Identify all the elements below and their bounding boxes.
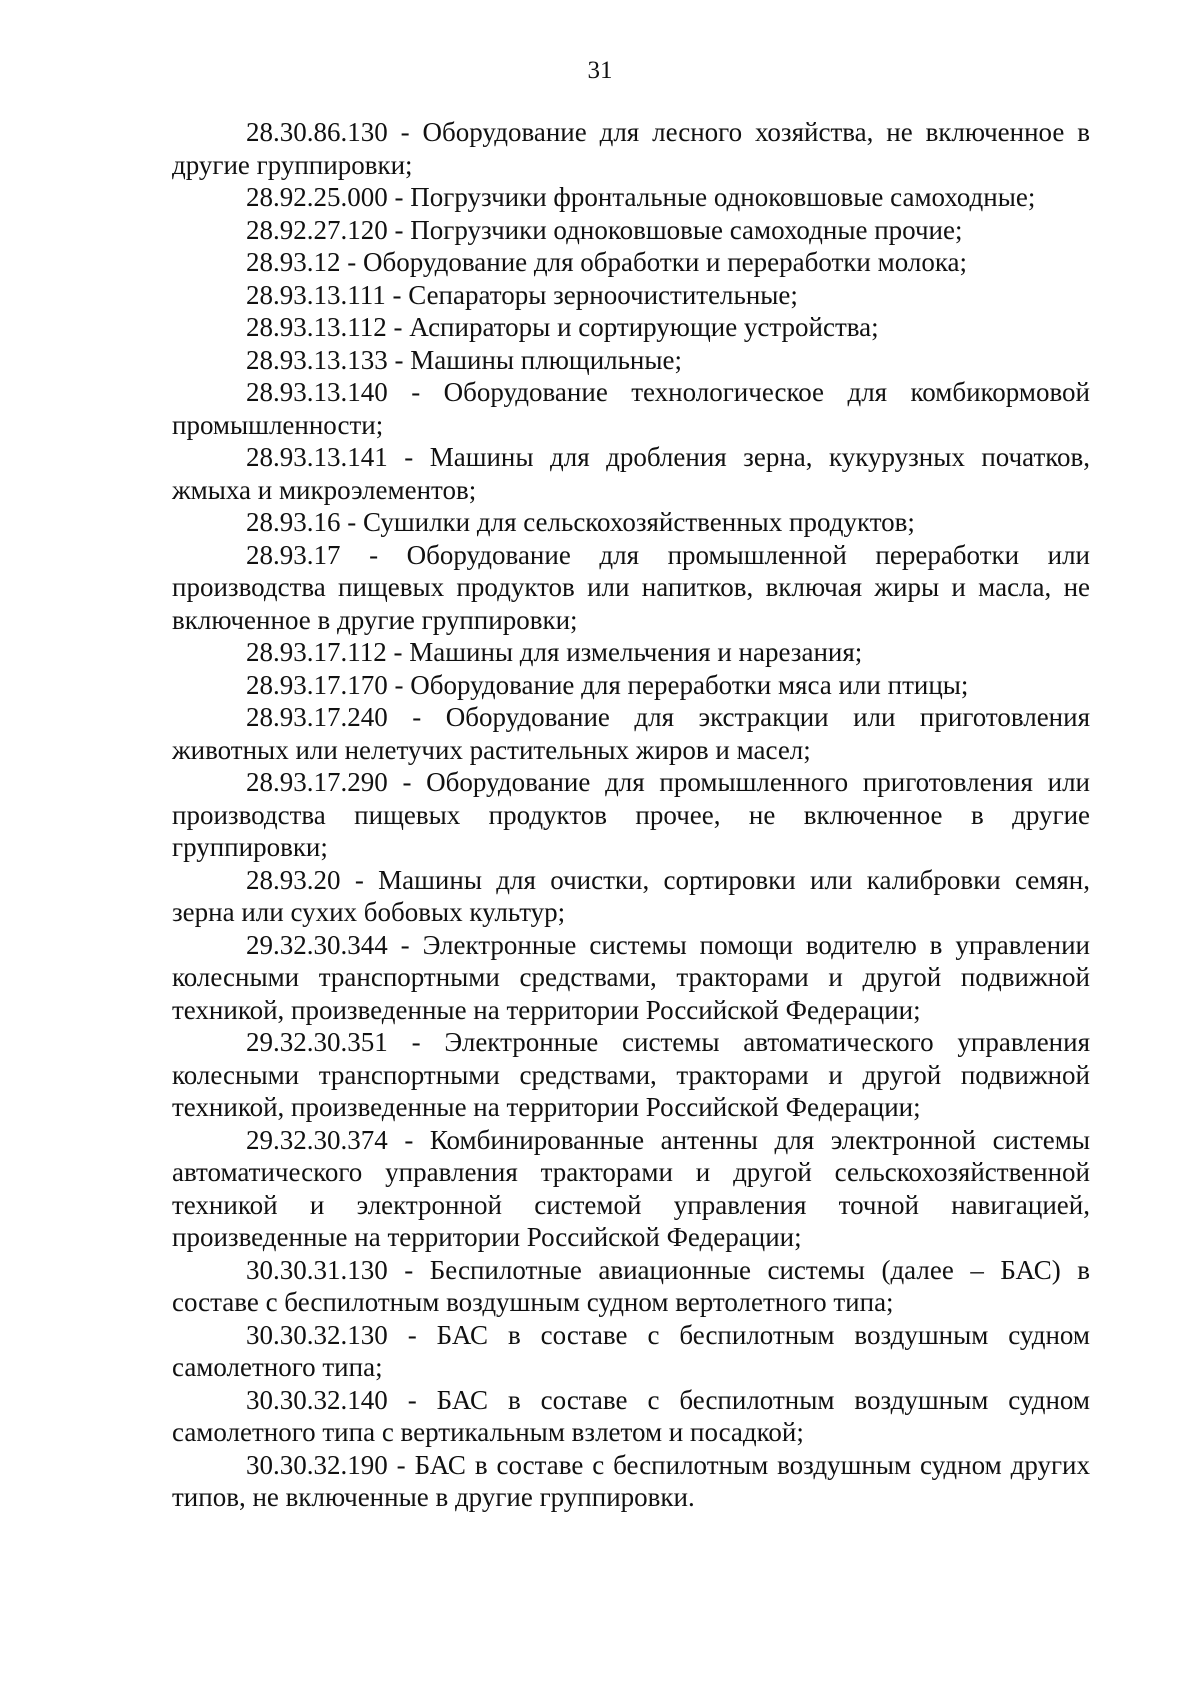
list-item: 28.93.12 - Оборудование для обработки и переработки молока; bbox=[246, 247, 968, 277]
list-item: 30.30.32.190 - БАС в составе с беспилотным воздушным судном других типов, не включенные в другие группировки. bbox=[172, 1449, 1090, 1512]
list-item: 28.93.13.141 - Машины для дробления зерна, кукурузных початков, жмыха и микроэлементов; bbox=[172, 442, 1090, 505]
list-item: 28.93.20 - Машины для очистки, сортировки или калибровки семян, зерна или сухих бобовых культур; bbox=[172, 864, 1090, 927]
list-item: 30.30.32.130 - БАС в составе с беспилотным воздушным судном самолетного типа; bbox=[172, 1319, 1090, 1382]
list-item: 28.93.13.112 - Аспираторы и сортирующие устройства; bbox=[246, 312, 879, 342]
page-number: 31 bbox=[587, 57, 613, 84]
list-item: 28.93.13.140 - Оборудование технологическое для комбикормовой промышленности; bbox=[172, 377, 1090, 440]
list-item: 30.30.31.130 - Беспилотные авиационные системы (далее – БАС) в составе с беспилотным воздушным судном вертолетного типа; bbox=[172, 1254, 1090, 1317]
list-item: 28.93.17.240 - Оборудование для экстракции или приготовления животных или нелетучих растительных жиров и масел; bbox=[172, 702, 1090, 765]
list-item: 28.93.17.170 - Оборудование для переработки мяса или птицы; bbox=[246, 669, 969, 700]
list-item: 28.93.17 - Оборудование для промышленной переработки или производства пищевых продуктов или напитков, включая жиры и масла, не включенное в другие группировки; bbox=[172, 539, 1090, 635]
list-item: 28.30.86.130 - Оборудование для лесного хозяйства, не включенное в другие группировки; bbox=[172, 117, 1090, 180]
list-item: 28.93.13.133 - Машины плющильные; bbox=[246, 344, 683, 375]
list-item: 28.93.17.112 - Машины для измельчения и нарезания; bbox=[246, 637, 863, 667]
list-item: 28.93.17.290 - Оборудование для промышленного приготовления или производства пищевых продуктов прочее, не включенное в другие группировки; bbox=[172, 767, 1090, 862]
list-item: 29.32.30.344 - Электронные системы помощи водителю в управлении колесными транспортными средствами, тракторами и другой подвижной техникой, произведенные на территории Российской Федерации; bbox=[172, 929, 1090, 1025]
list-item: 28.92.27.120 - Погрузчики одноковшовые самоходные прочие; bbox=[246, 214, 963, 245]
list-item: 30.30.32.140 - БАС в составе с беспилотным воздушным судном самолетного типа с вертикальным взлетом и посадкой; bbox=[172, 1384, 1090, 1447]
list-item: 28.93.16 - Сушилки для сельскохозяйственных продуктов; bbox=[246, 507, 915, 537]
list-item: 29.32.30.351 - Электронные системы автоматического управления колесными транспортными средствами, тракторами и другой подвижной техникой, произведенные на территории Российской Федерации; bbox=[172, 1027, 1090, 1122]
classifier-list bbox=[172, 116, 1090, 1514]
list-item: 29.32.30.374 - Комбинированные антенны для электронной системы автоматического управления тракторами и другой сельскохозяйственной техникой и электронной системой управления точной навигацией, произведенные на территории Российской Федерации; bbox=[172, 1124, 1090, 1252]
list-item: 28.92.25.000 - Погрузчики фронтальные одноковшовые самоходные; bbox=[246, 182, 1036, 212]
list-item: 28.93.13.111 - Сепараторы зерноочистительные; bbox=[246, 279, 798, 310]
